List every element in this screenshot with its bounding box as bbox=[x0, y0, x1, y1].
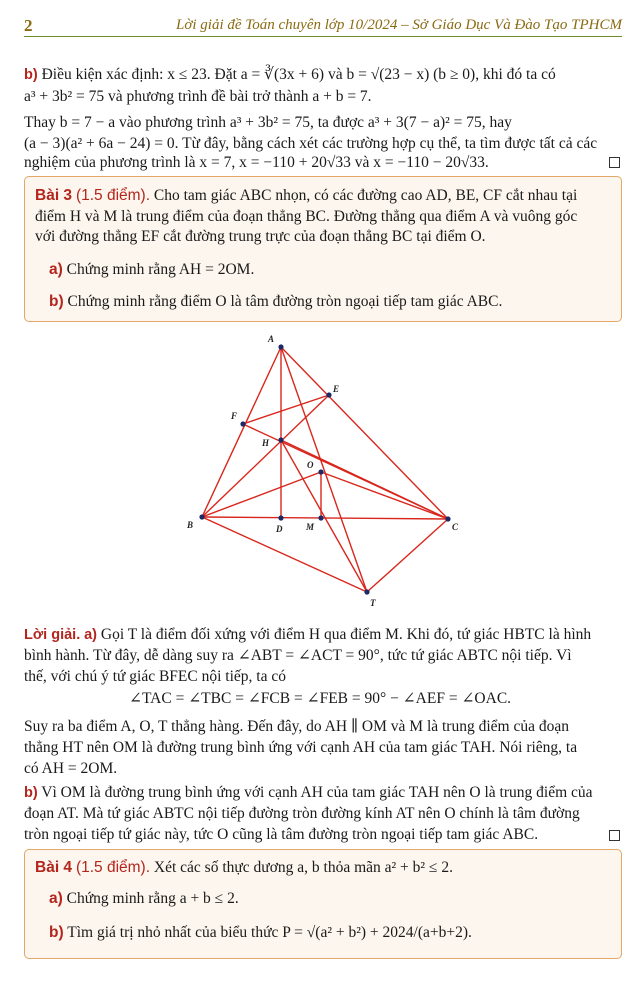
point-D bbox=[278, 515, 283, 520]
prev-b-line3: Thay b = 7 − a vào phương trình a³ + 3b² = 75, ta được a³ + 3(7 − a)² = 75, hay bbox=[24, 114, 512, 131]
prev-b-line2: a³ + 3b² = 75 và phương trình đề bài trở thành a + b = 7. bbox=[24, 88, 372, 105]
point-C bbox=[445, 516, 450, 521]
problem-4-part-a bbox=[49, 890, 239, 908]
problem-3-stmt1-text: Cho tam giác ABC nhọn, có các đường cao AD, BE, CF cắt nhau tại bbox=[153, 187, 578, 204]
label-F: F bbox=[231, 411, 238, 421]
segment-EF bbox=[243, 395, 329, 424]
label-T: T bbox=[370, 598, 376, 608]
solution-equation: ∠TAC = ∠TBC = ∠FCB = ∠FEB = 90° − ∠AEF = ∠OAC. bbox=[128, 690, 512, 707]
solution-q3: tròn ngoại tiếp tứ giác này, tức O cũng là tâm đường tròn ngoại tiếp tam giác ABC. bbox=[24, 826, 539, 843]
point-E bbox=[326, 392, 331, 397]
problem-4-name: Bài 4 bbox=[35, 859, 73, 876]
segment-HT bbox=[281, 440, 367, 592]
problem-3-stmt3: với đường thẳng EF cắt đường trung trực của đoạn thẳng BC tại điểm O. bbox=[35, 228, 486, 245]
point-A bbox=[278, 344, 283, 349]
segment-CT bbox=[367, 519, 448, 592]
solution-b-label: b) bbox=[24, 785, 38, 801]
label-M: M bbox=[306, 522, 315, 532]
prev-b-text1: Điều kiện xác định: x ≤ 23. Đặt a = ∛(3x + 6) và b = √(23 − x) (b ≥ 0), khi đó ta có bbox=[41, 66, 556, 83]
solution-q2: đoạn AT. Mà tứ giác ABTC nội tiếp đường tròn đường kính AT nên O chính là tâm đường bbox=[24, 805, 580, 822]
point-H bbox=[278, 437, 283, 442]
solution-line1 bbox=[24, 624, 622, 646]
solution-p2: bình hành. Từ đây, dễ dàng suy ra ∠ABT = ∠ACT = 90°, tức tứ giác ABTC nội tiếp. Vì bbox=[24, 647, 572, 664]
page-number: 2 bbox=[24, 16, 33, 35]
solution-p4: Suy ra ba điểm A, O, T thẳng hàng. Đến đây, do AH ∥ OM và M là trung điểm của đoạn bbox=[24, 718, 569, 735]
qed-mark-solution bbox=[609, 830, 620, 841]
problem-4-a-label: a) bbox=[49, 890, 63, 907]
segment-AT bbox=[281, 347, 367, 592]
problem-4-part-b bbox=[49, 924, 472, 942]
problem-3-points: (1.5 điểm). bbox=[75, 187, 151, 204]
solution-q1: Vì OM là đường trung bình ứng với cạnh AH của tam giác TAH nên O là trung điểm của bbox=[41, 784, 593, 801]
problem-4-stmt bbox=[35, 858, 453, 878]
segment-HC bbox=[281, 440, 448, 519]
solution-p1: Gọi T là điểm đối xứng với điểm H qua điểm M. Khi đó, tứ giác HBTC là hình bbox=[100, 626, 592, 643]
segment-CO bbox=[321, 472, 448, 519]
solution-a-label: a) bbox=[84, 627, 98, 643]
point-T bbox=[364, 589, 369, 594]
label-D: D bbox=[276, 524, 283, 534]
problem-3-b-label: b) bbox=[49, 293, 64, 310]
problem-4-a-text: Chứng minh rằng a + b ≤ 2. bbox=[66, 890, 239, 907]
solution-p3: thế, với chú ý tứ giác BFEC nội tiếp, ta có bbox=[24, 668, 286, 685]
label-O: O bbox=[307, 460, 314, 470]
solution-p5: thẳng HT nên OM là đường trung bình ứng với cạnh AH của tam giác TAH. Nói riêng, ta bbox=[24, 739, 578, 756]
solution-p6: có AH = 2OM. bbox=[24, 760, 118, 777]
problem-3-b-text: Chứng minh rằng điểm O là tâm đường tròn ngoại tiếp tam giác ABC. bbox=[67, 293, 503, 310]
problem-4-stmt-text: Xét các số thực dương a, b thỏa mãn a² + b² ≤ 2. bbox=[153, 859, 453, 876]
problem-4-points: (1.5 điểm). bbox=[75, 859, 151, 876]
point-B bbox=[199, 514, 204, 519]
problem-4-b-text: Tìm giá trị nhỏ nhất của biểu thức P = √(a² + b²) + 2024/(a+b+2). bbox=[67, 924, 472, 941]
label-C: C bbox=[452, 522, 459, 532]
label-H: H bbox=[262, 438, 270, 448]
prev-b-line4: (a − 3)(a² + 6a − 24) = 0. Từ đây, bằng cách xét các trường hợp cụ thể, ta tìm được tất cả các bbox=[24, 135, 598, 152]
prev-b-label: b) bbox=[24, 67, 38, 83]
problem-3-name: Bài 3 bbox=[35, 187, 73, 204]
prev-b-line5: nghiệm của phương trình là x = 7, x = −110 + 20√33 và x = −110 − 20√33. bbox=[24, 154, 489, 171]
problem-4-box bbox=[24, 849, 622, 959]
altitude-BE bbox=[202, 395, 329, 517]
problem-3-a-text: Chứng minh rằng AH = 2OM. bbox=[66, 261, 255, 278]
solution-label: Lời giải. bbox=[24, 627, 81, 643]
segment-BT bbox=[202, 517, 367, 592]
label-B: B bbox=[187, 520, 194, 530]
running-title: Lời giải đề Toán chuyên lớp 10/2024 – Sở Giáo Dục Và Đào Tạo TPHCM bbox=[176, 17, 622, 33]
problem-4-b-label: b) bbox=[49, 924, 64, 941]
segment-AC bbox=[281, 347, 448, 519]
problem-3-a-label: a) bbox=[49, 261, 63, 278]
solution-b-line1 bbox=[24, 782, 622, 804]
label-E: E bbox=[333, 384, 340, 394]
point-F bbox=[240, 421, 245, 426]
problem-3-stmt2: điểm H và M là trung điểm của đoạn thẳng BC. Đường thẳng qua điểm A và vuông góc bbox=[35, 208, 578, 225]
label-A: A bbox=[268, 334, 275, 344]
point-O bbox=[318, 469, 323, 474]
point-M bbox=[318, 515, 323, 520]
